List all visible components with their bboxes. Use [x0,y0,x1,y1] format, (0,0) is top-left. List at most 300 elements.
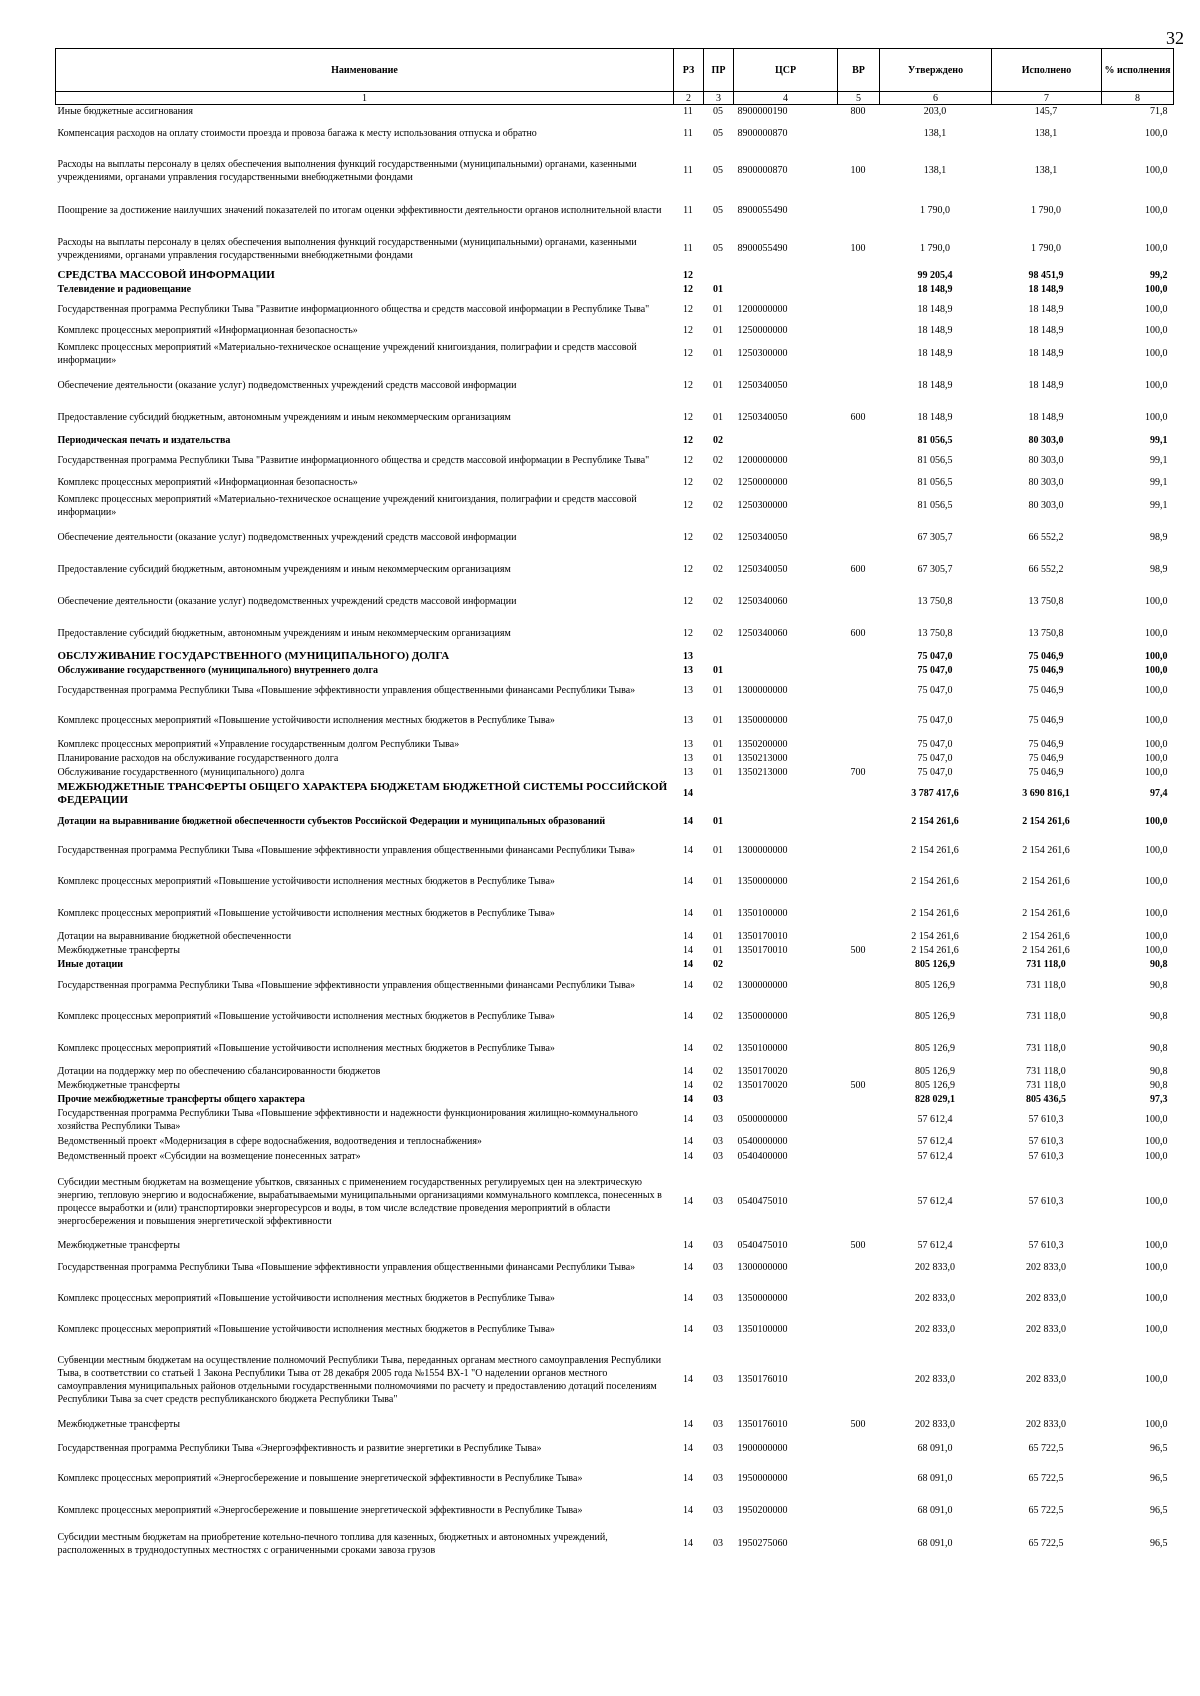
cell-percent: 100,0 [1145,1374,1168,1385]
cell-csr: 1250300000 [737,500,788,511]
cell-pr [704,650,734,664]
table-row [56,149,1174,193]
cell-vr [838,836,880,866]
budget-execution-table [55,48,1174,1561]
cell-csr [734,434,838,447]
cell-percent: 100,0 [1145,1293,1168,1304]
cell-percent: 90,8 [1150,1080,1168,1091]
cell-csr: 1250340050 [737,412,788,423]
cell-vr [838,898,880,930]
cell-executed: 731 118,0 [1026,1043,1066,1054]
cell-approved: 202 833,0 [915,1293,955,1304]
header-num-4: 4 [734,92,838,105]
cell-name: Комплекс процессных мероприятий «Повышение устойчивости исполнения местных бюджетов в Республике Тыва» [57,908,555,919]
cell-percent: 100,0 [1145,1135,1168,1147]
cell-vr [838,119,880,149]
cell-pr: 05 [713,106,723,118]
cell-executed: 57 610,3 [1028,1196,1064,1207]
cell-executed: 202 833,0 [1026,1374,1066,1385]
cell-approved: 805 126,9 [915,1080,955,1091]
cell-csr [734,269,838,283]
cell-csr: 8900055490 [737,243,788,254]
cell-percent: 100,0 [1145,685,1168,696]
cell-name: Межбюджетные трансферты [57,1080,180,1091]
cell-executed: 2 154 261,6 [1022,845,1070,856]
page-number: 32 [1166,28,1184,48]
table-row [56,1134,1174,1149]
cell-vr [838,650,880,664]
cell-csr: 8900000870 [737,165,788,176]
cell-approved: 18 148,9 [917,303,953,315]
cell-name: Государственная программа Республики Тыва «Повышение эффективности управления общественными финансами Республики Тыва» [57,980,636,991]
cell-rz: 12 [683,348,693,359]
cell-pr: 03 [713,1135,723,1147]
cell-rz: 14 [683,958,693,970]
table-row [56,554,1174,586]
header-percent: % исполнения [1102,49,1174,92]
table-row [56,752,1174,766]
cell-pr: 01 [713,945,723,956]
table-row [56,650,1174,664]
cell-vr [838,475,880,490]
cell-rz: 12 [683,412,693,423]
cell-approved: 805 126,9 [915,958,955,970]
cell-pr: 01 [713,348,723,359]
cell-approved: 68 091,0 [917,1538,953,1549]
cell-percent: 100,0 [1145,715,1168,726]
header-pr: ПР [704,49,734,92]
cell-executed: 18 148,9 [1028,348,1064,359]
cell-executed: 65 722,5 [1028,1443,1064,1454]
cell-pr: 03 [713,1240,723,1251]
cell-csr [734,283,838,296]
cell-approved: 18 148,9 [917,324,953,336]
cell-pr: 03 [713,1473,723,1484]
table-row [56,269,1174,283]
cell-rz: 14 [683,1043,693,1054]
cell-name: Субвенции местным бюджетам на осуществление полномочий Республики Тыва, переданных органам местного самоуправления Республики Тыва, в соответствии со статьей 1 Закона Республики Тыва от 28 декабря 2005 года №1554 ВХ-1 "О наделении органов местного самоуправления муниципальных районов отдельными государственными полномочиями по расчету и предоставлению дотаций поселениям Республики Тыва за счет средств республиканского бюджета Республики Тыва" [57,1354,662,1405]
cell-approved: 67 305,7 [917,532,953,543]
cell-percent: 90,8 [1150,1066,1168,1077]
cell-name: Комплекс процессных мероприятий «Повышение устойчивости исполнения местных бюджетов в Республике Тыва» [57,1011,555,1022]
cell-rz: 13 [683,753,693,764]
cell-percent: 98,9 [1150,564,1168,575]
cell-pr: 03 [713,1093,723,1105]
cell-vr [838,283,880,296]
cell-name: Комплекс процессных мероприятий «Материально-техническое оснащение учреждений книгоиздания, полиграфии и средств массовой информации» [57,493,637,518]
cell-csr: 1300000000 [737,1262,788,1273]
cell-percent: 71,8 [1150,106,1168,118]
cell-rz: 11 [683,243,693,254]
cell-executed: 18 148,9 [1028,380,1064,391]
cell-executed: 3 690 816,1 [1022,788,1070,799]
cell-rz: 13 [683,664,693,676]
table-row [56,836,1174,866]
cell-percent: 100,0 [1145,596,1168,607]
cell-pr: 01 [713,876,723,887]
cell-approved: 2 154 261,6 [911,931,959,942]
header-name: Наименование [56,49,674,92]
cell-csr: 0500000000 [737,1114,788,1125]
cell-executed: 202 833,0 [1026,1262,1066,1273]
cell-approved: 57 612,4 [917,1135,953,1147]
cell-vr [838,1315,880,1345]
cell-csr: 1350170020 [737,1080,788,1091]
cell-executed: 66 552,2 [1028,564,1064,575]
cell-executed: 731 118,0 [1026,958,1066,970]
cell-percent: 100,0 [1145,205,1168,216]
cell-pr: 02 [713,532,723,543]
cell-name: Комплекс процессных мероприятий «Повышение устойчивости исполнения местных бюджетов в Республике Тыва» [57,1043,555,1054]
cell-name: Дотации на поддержку мер по обеспечению сбалансированности бюджетов [57,1066,381,1077]
cell-percent: 100,0 [1145,876,1168,887]
cell-name: Комплекс процессных мероприятий «Повышение устойчивости исполнения местных бюджетов в Республике Тыва» [57,1324,555,1335]
cell-name: Государственная программа Республики Тыва «Повышение эффективности управления общественными финансами Республики Тыва» [57,845,636,856]
cell-vr [838,269,880,283]
cell-rz: 14 [683,1262,693,1273]
cell-rz: 14 [683,980,693,991]
cell-approved: 68 091,0 [917,1473,953,1484]
cell-pr: 01 [713,664,723,676]
cell-approved: 75 047,0 [917,651,953,662]
cell-pr: 01 [713,753,723,764]
cell-rz: 14 [683,1324,693,1335]
cell-approved: 2 154 261,6 [911,845,959,856]
cell-name: Планирование расходов на обслуживание государственного долга [57,753,339,764]
cell-approved: 13 750,8 [917,628,953,639]
cell-pr: 03 [713,1374,723,1385]
cell-vr [838,1149,880,1165]
header-num-6: 6 [880,92,992,105]
cell-pr [704,269,734,283]
table-row [56,434,1174,447]
table-row [56,958,1174,971]
cell-executed: 98 451,9 [1028,270,1064,281]
cell-executed: 2 154 261,6 [1022,908,1070,919]
cell-percent: 100,0 [1145,128,1168,139]
cell-rz: 11 [683,128,693,139]
cell-executed: 13 750,8 [1028,596,1064,607]
cell-percent: 90,8 [1150,958,1168,970]
cell-pr: 02 [713,1066,723,1077]
cell-pr: 01 [713,324,723,336]
cell-percent: 99,1 [1150,500,1168,511]
cell-vr [838,1283,880,1315]
cell-name: Поощрение за достижение наилучших значений показателей по итогам оценки эффективности деятельности органов исполнительной власти [57,205,662,216]
cell-percent: 100,0 [1145,945,1168,956]
cell-rz: 14 [683,1538,693,1549]
cell-rz: 12 [683,596,693,607]
cell-percent: 100,0 [1145,165,1168,176]
cell-vr [838,958,880,971]
cell-percent: 98,9 [1150,532,1168,543]
cell-vr [838,866,880,898]
cell-csr: 0540000000 [737,1135,788,1147]
cell-rz: 14 [683,931,693,942]
cell-csr: 1350000000 [737,876,788,887]
cell-approved: 828 029,1 [915,1093,955,1105]
table-row [56,737,1174,752]
cell-csr: 1350000000 [737,1011,788,1022]
cell-name: Межбюджетные трансферты [57,1240,180,1251]
cell-csr: 1900000000 [737,1443,788,1454]
cell-approved: 67 305,7 [917,564,953,575]
cell-executed: 202 833,0 [1026,1293,1066,1304]
cell-csr [734,958,838,971]
header-csr: ЦСР [734,49,838,92]
cell-pr: 01 [713,908,723,919]
cell-percent: 100,0 [1145,303,1168,315]
cell-pr: 03 [713,1324,723,1335]
table-row [56,283,1174,296]
cell-pr: 05 [713,205,723,216]
cell-executed: 2 154 261,6 [1022,945,1070,956]
cell-vr [838,1435,880,1463]
cell-name: Комплекс процессных мероприятий «Материально-техническое оснащение учреждений книгоиздания, полиграфии и средств массовой информации» [57,341,637,366]
table-row [56,780,1174,808]
cell-name: Государственная программа Республики Тыва "Развитие информационного общества и средств массовой информации в Республике Тыва" [57,455,650,466]
cell-name: Иные дотации [57,958,124,970]
cell-name: Предоставление субсидий бюджетным, автономным учреждениям и иным некоммерческим организациям [57,564,511,575]
cell-approved: 81 056,5 [917,476,953,488]
cell-name: Ведомственный проект «Модернизация в сфере водоснабжения, водоотведения и теплоснабжения» [57,1135,482,1147]
cell-approved: 3 787 417,6 [911,788,959,799]
cell-approved: 202 833,0 [915,1324,955,1335]
cell-csr: 1350000000 [737,1293,788,1304]
cell-csr: 1350100000 [737,1324,788,1335]
cell-rz: 14 [683,1505,693,1516]
cell-csr: 1250340060 [737,596,788,607]
cell-rz: 14 [683,788,693,799]
cell-csr: 1350213000 [737,753,788,764]
cell-executed: 80 303,0 [1028,455,1064,466]
header-rz: РЗ [674,49,704,92]
cell-executed: 75 046,9 [1028,664,1064,676]
table-row [56,944,1174,958]
cell-rz: 12 [683,455,693,466]
cell-vr [838,1527,880,1561]
cell-rz: 14 [683,1196,693,1207]
cell-rz: 11 [683,205,693,216]
cell-csr: 1250340050 [737,380,788,391]
cell-name: Предоставление субсидий бюджетным, автономным учреждениям и иным некоммерческим организациям [57,628,511,639]
cell-vr [838,1463,880,1495]
cell-executed: 18 148,9 [1028,283,1064,295]
cell-pr: 02 [713,1080,723,1091]
cell-vr [838,586,880,618]
table-row [56,1283,1174,1315]
cell-vr [838,370,880,402]
cell-pr: 02 [713,564,723,575]
cell-vr [838,664,880,677]
cell-pr: 02 [713,628,723,639]
cell-vr: 500 [850,1240,866,1251]
cell-rz: 14 [683,1093,693,1105]
cell-executed: 1 790,0 [1031,243,1061,254]
cell-pr: 02 [713,434,723,446]
header-num-7: 7 [992,92,1102,105]
cell-approved: 805 126,9 [915,980,955,991]
table-row [56,402,1174,434]
table-row [56,522,1174,554]
cell-pr: 03 [713,1151,723,1162]
cell-pr: 01 [713,685,723,696]
cell-vr [838,1106,880,1134]
table-row [56,1345,1174,1415]
cell-pr: 01 [713,283,723,295]
cell-approved: 203,0 [923,106,947,118]
cell-csr [734,780,838,808]
cell-executed: 138,1 [1034,165,1058,176]
table-row [56,1001,1174,1033]
cell-vr: 600 [850,412,866,423]
cell-percent: 100,0 [1145,380,1168,391]
cell-approved: 81 056,5 [917,455,953,466]
cell-vr [838,1165,880,1239]
cell-csr: 1350170010 [737,945,788,956]
cell-rz: 13 [683,651,693,662]
cell-approved: 75 047,0 [917,767,953,778]
cell-name: Государственная программа Республики Тыва «Повышение эффективности управления общественными финансами Республики Тыва» [57,685,636,696]
cell-percent: 100,0 [1145,651,1168,662]
cell-rz: 13 [683,715,693,726]
cell-name: Обеспечение деятельности (оказание услуг) подведомственных учреждений средств массовой информации [57,596,517,607]
cell-approved: 75 047,0 [917,664,953,676]
cell-name: Комплекс процессных мероприятий «Повышение устойчивости исполнения местных бюджетов в Республике Тыва» [57,876,555,887]
cell-csr [734,664,838,677]
table-row [56,296,1174,323]
cell-pr: 05 [713,243,723,254]
cell-percent: 97,4 [1150,788,1168,799]
cell-percent: 100,0 [1145,816,1168,827]
cell-csr: 1300000000 [737,980,788,991]
cell-csr: 0540475010 [737,1196,788,1207]
cell-executed: 731 118,0 [1026,1080,1066,1091]
table-row [56,105,1174,119]
table-row [56,766,1174,780]
table-row [56,1435,1174,1463]
table-row [56,1093,1174,1106]
cell-pr: 02 [713,1011,723,1022]
budget-execution-table-container [55,48,1173,1561]
table-row [56,705,1174,737]
cell-csr: 8900055490 [737,205,788,216]
cell-vr: 700 [850,767,866,778]
cell-rz: 12 [683,380,693,391]
cell-vr [838,1033,880,1065]
cell-csr: 1350200000 [737,738,788,750]
cell-percent: 100,0 [1145,243,1168,254]
cell-rz: 14 [683,876,693,887]
cell-approved: 57 612,4 [917,1240,953,1251]
cell-pr: 01 [713,767,723,778]
cell-name: Межбюджетные трансферты [57,1419,180,1430]
cell-rz: 11 [683,165,693,176]
table-row [56,677,1174,705]
cell-executed: 80 303,0 [1028,434,1064,446]
cell-rz: 14 [683,1443,693,1454]
cell-pr: 01 [713,738,723,750]
cell-pr: 01 [713,412,723,423]
cell-rz: 14 [683,1151,693,1162]
cell-name: Ведомственный проект «Субсидии на возмещение понесенных затрат» [57,1151,361,1162]
cell-executed: 731 118,0 [1026,980,1066,991]
cell-executed: 80 303,0 [1028,476,1064,488]
table-row [56,1415,1174,1435]
cell-approved: 202 833,0 [915,1374,955,1385]
cell-csr: 1250340050 [737,532,788,543]
table-row [56,490,1174,522]
cell-vr [838,752,880,766]
cell-approved: 13 750,8 [917,596,953,607]
cell-approved: 1 790,0 [920,205,950,216]
cell-percent: 100,0 [1145,908,1168,919]
cell-approved: 18 148,9 [917,412,953,423]
cell-percent: 100,0 [1145,753,1168,764]
cell-executed: 805 436,5 [1026,1093,1066,1105]
cell-executed: 202 833,0 [1026,1324,1066,1335]
cell-executed: 138,1 [1034,128,1058,139]
cell-approved: 2 154 261,6 [911,908,959,919]
cell-rz: 13 [683,685,693,696]
cell-csr [734,1093,838,1106]
cell-vr [838,677,880,705]
cell-name: Комплекс процессных мероприятий «Повышение устойчивости исполнения местных бюджетов в Республике Тыва» [57,715,555,726]
cell-pr: 03 [713,1538,723,1549]
cell-csr: 1950275060 [737,1538,788,1549]
cell-percent: 100,0 [1145,324,1168,336]
cell-vr: 500 [850,1080,866,1091]
cell-pr [704,780,734,808]
header-num-3: 3 [704,92,734,105]
cell-rz: 14 [683,1135,693,1147]
cell-percent: 100,0 [1145,664,1168,676]
cell-executed: 57 610,3 [1028,1240,1064,1251]
cell-approved: 805 126,9 [915,1066,955,1077]
cell-pr: 01 [713,845,723,856]
header-num-8: 8 [1102,92,1174,105]
cell-vr: 600 [850,564,866,575]
cell-csr: 0540475010 [737,1240,788,1251]
cell-rz: 13 [683,767,693,778]
cell-pr: 03 [713,1419,723,1430]
table-row [56,930,1174,944]
header-num-2: 2 [674,92,704,105]
cell-executed: 65 722,5 [1028,1473,1064,1484]
cell-rz: 14 [683,908,693,919]
cell-pr: 02 [713,1043,723,1054]
cell-executed: 2 154 261,6 [1022,876,1070,887]
cell-executed: 731 118,0 [1026,1011,1066,1022]
cell-name: Обслуживание государственного (муниципального) внутреннего долга [57,664,379,676]
table-row [56,1149,1174,1165]
table-row [56,808,1174,836]
cell-name: Комплекс процессных мероприятий «Энергосбережение и повышение энергетической эффективности в Республике Тыва» [57,1473,583,1484]
cell-approved: 1 790,0 [920,243,950,254]
cell-percent: 96,5 [1150,1473,1168,1484]
cell-rz: 12 [683,532,693,543]
cell-percent: 100,0 [1145,1240,1168,1251]
table-body [56,105,1174,1561]
cell-rz: 12 [683,303,693,315]
cell-executed: 18 148,9 [1028,303,1064,315]
cell-rz: 11 [683,106,693,118]
cell-percent: 100,0 [1145,1114,1168,1125]
cell-vr [838,971,880,1001]
cell-rz: 12 [683,628,693,639]
header-num-1: 1 [56,92,674,105]
cell-rz: 14 [683,1473,693,1484]
